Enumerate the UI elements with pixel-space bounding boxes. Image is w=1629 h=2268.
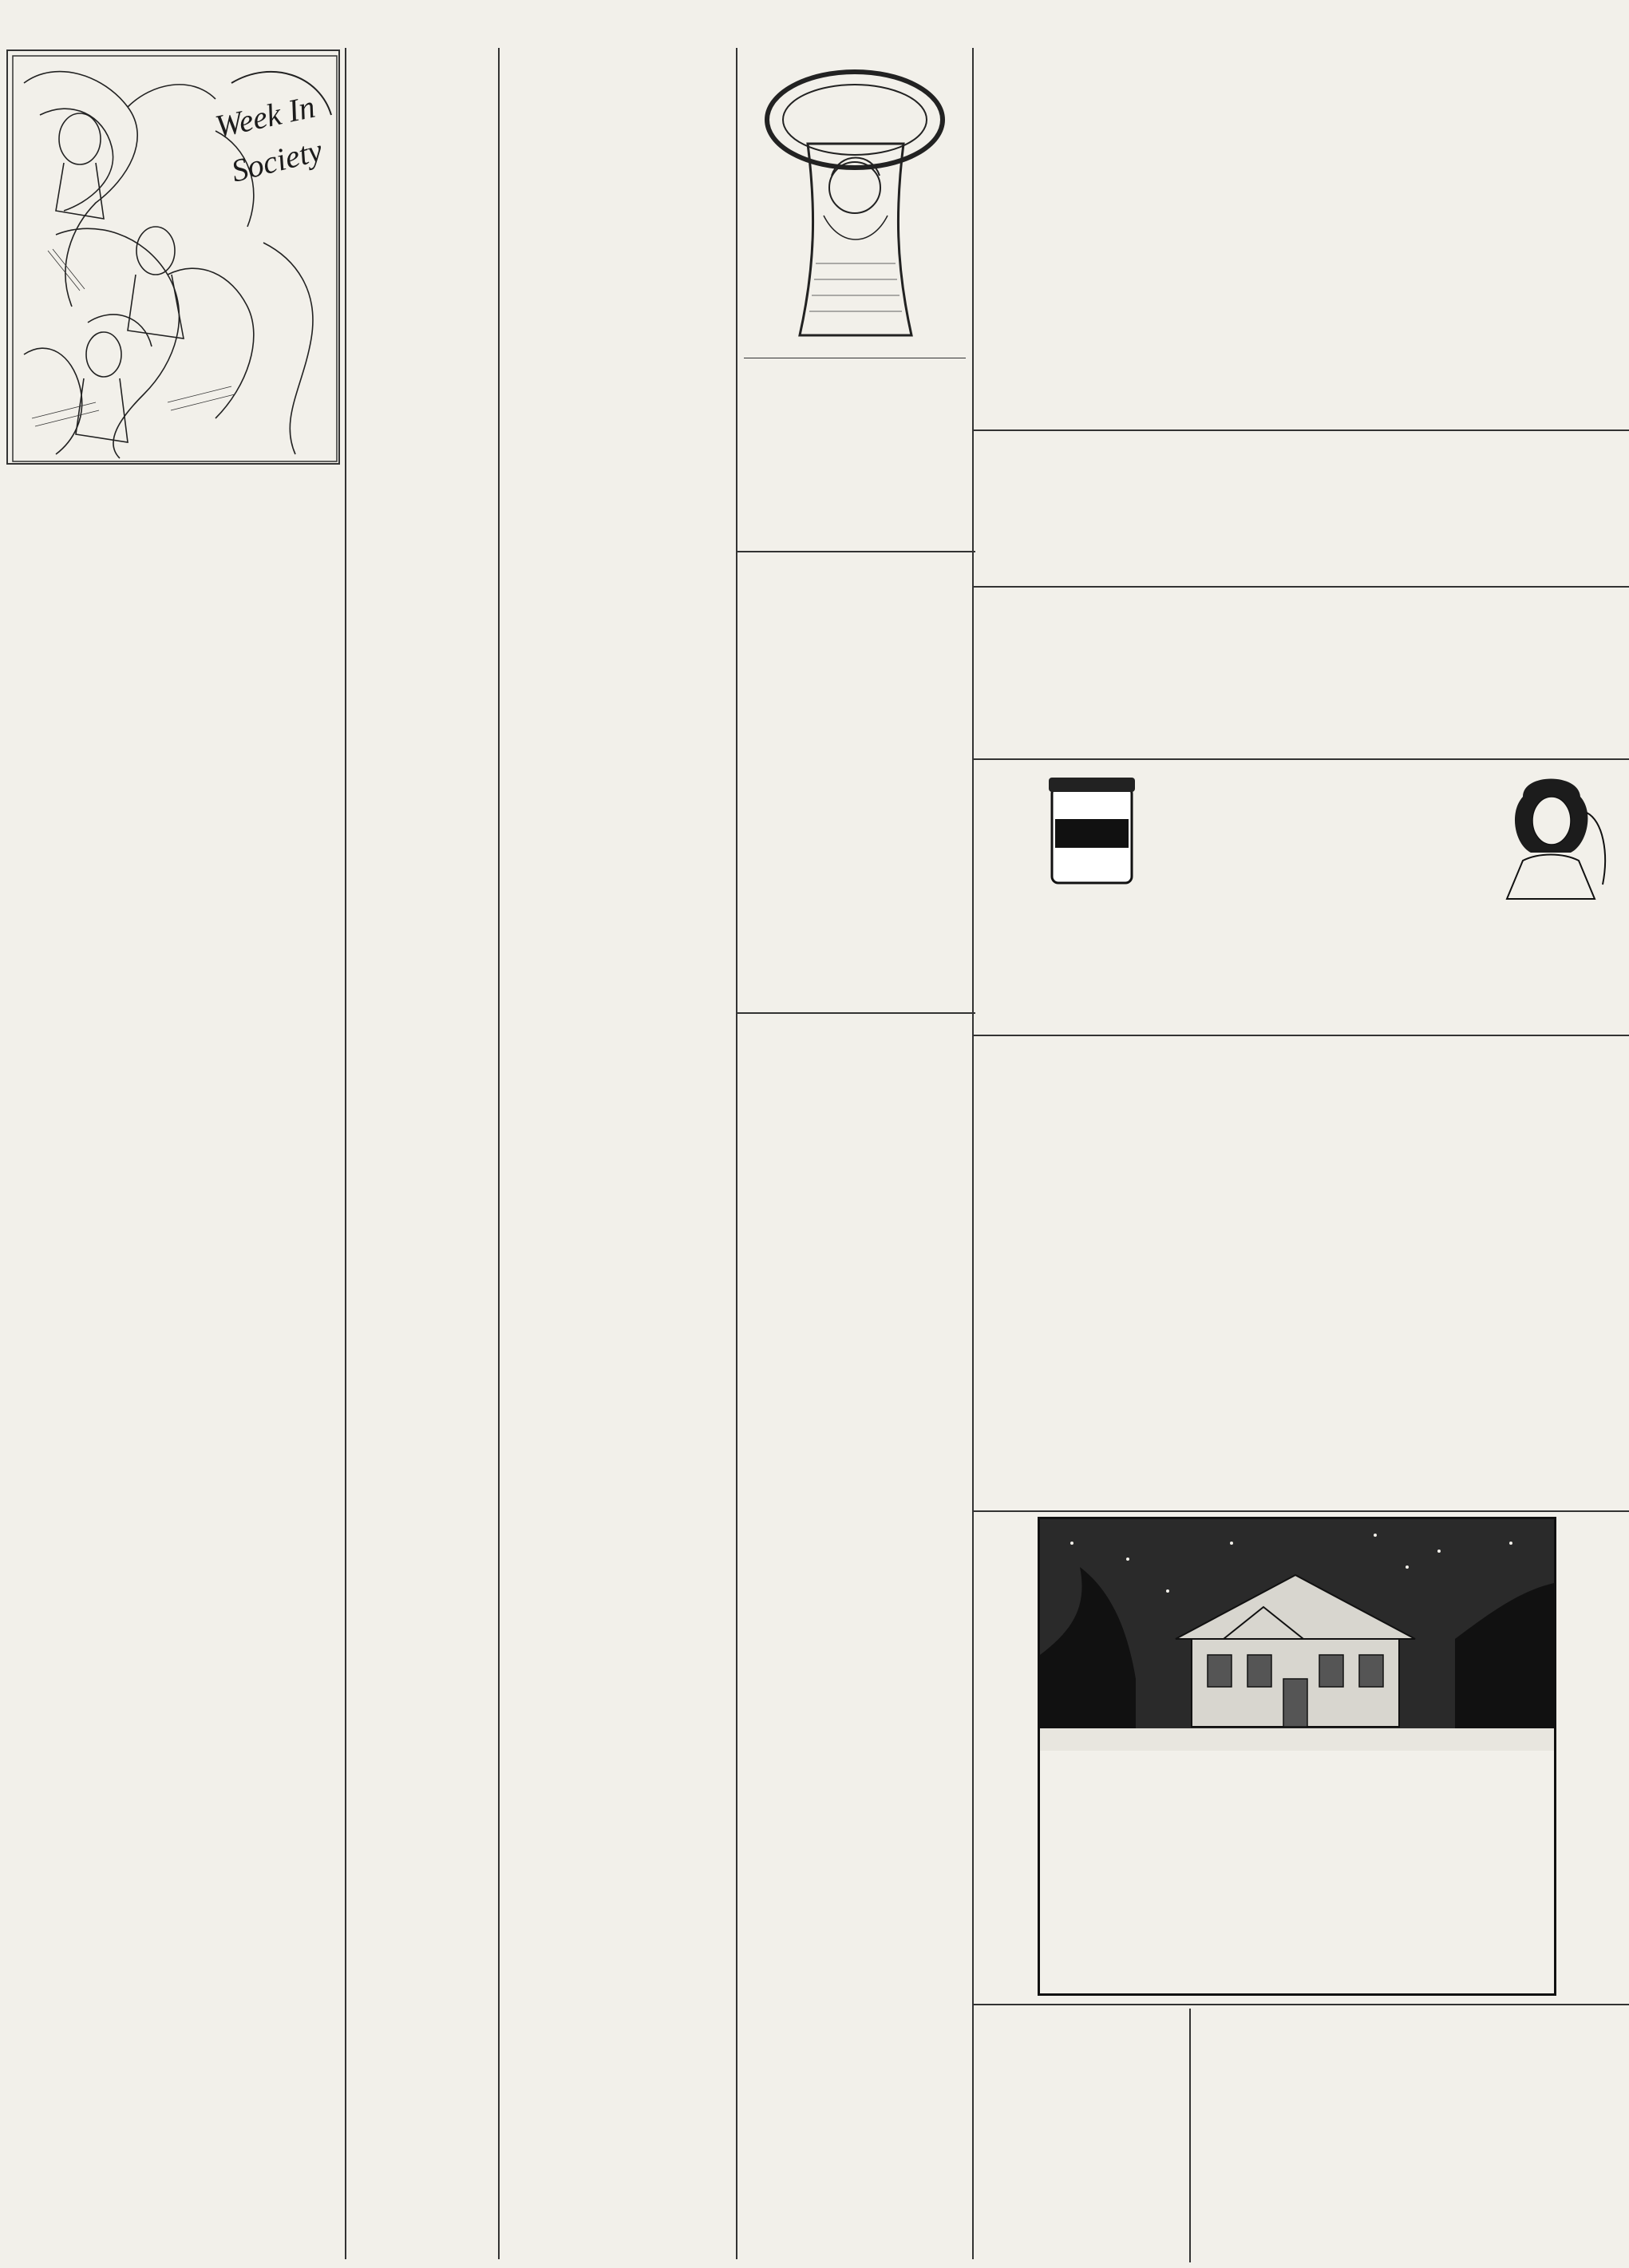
- woman-portrait-illustration: [1491, 765, 1611, 900]
- column-2-extended: [350, 471, 493, 2259]
- ad-divider: [972, 1035, 1629, 1036]
- cocolatum-jar-icon: [1044, 771, 1140, 891]
- column-4: [744, 1019, 966, 2259]
- cocolatum-ad: [980, 765, 1619, 1028]
- column-rule: [345, 48, 346, 2259]
- parker-ad: [980, 436, 1619, 580]
- masthead-title-2: Society: [227, 132, 326, 189]
- heating-ad: [1038, 1517, 1556, 1996]
- column-rule: [972, 48, 974, 2259]
- column-5: [980, 2009, 1184, 2262]
- column-3: [503, 48, 731, 2259]
- ad-divider: [972, 1510, 1629, 1512]
- column-rule: [1189, 2009, 1191, 2262]
- column-6: [1194, 2009, 1398, 2262]
- barnard-jar-illustration: [744, 48, 966, 351]
- column-rule: [736, 48, 737, 2259]
- ad-divider: [736, 551, 975, 552]
- barnard-ad: [744, 48, 966, 543]
- masthead-title: Week In: [212, 88, 318, 144]
- ad-divider: [736, 1012, 975, 1014]
- house-illustration: [1040, 1519, 1554, 1751]
- society-illustration: [8, 51, 340, 465]
- ad-divider: [972, 586, 1629, 588]
- picnic-ad: [980, 48, 1619, 423]
- ad-divider: [972, 2004, 1629, 2005]
- society-masthead: [6, 49, 340, 465]
- germuiller-ad: [980, 592, 1619, 752]
- ad-divider: [972, 758, 1629, 760]
- column-rule: [498, 48, 500, 2259]
- northwest-market-ad: [980, 1041, 1619, 1504]
- column-1: [6, 471, 340, 2259]
- minerva-ad: [744, 559, 966, 1006]
- ad-divider: [972, 429, 1629, 431]
